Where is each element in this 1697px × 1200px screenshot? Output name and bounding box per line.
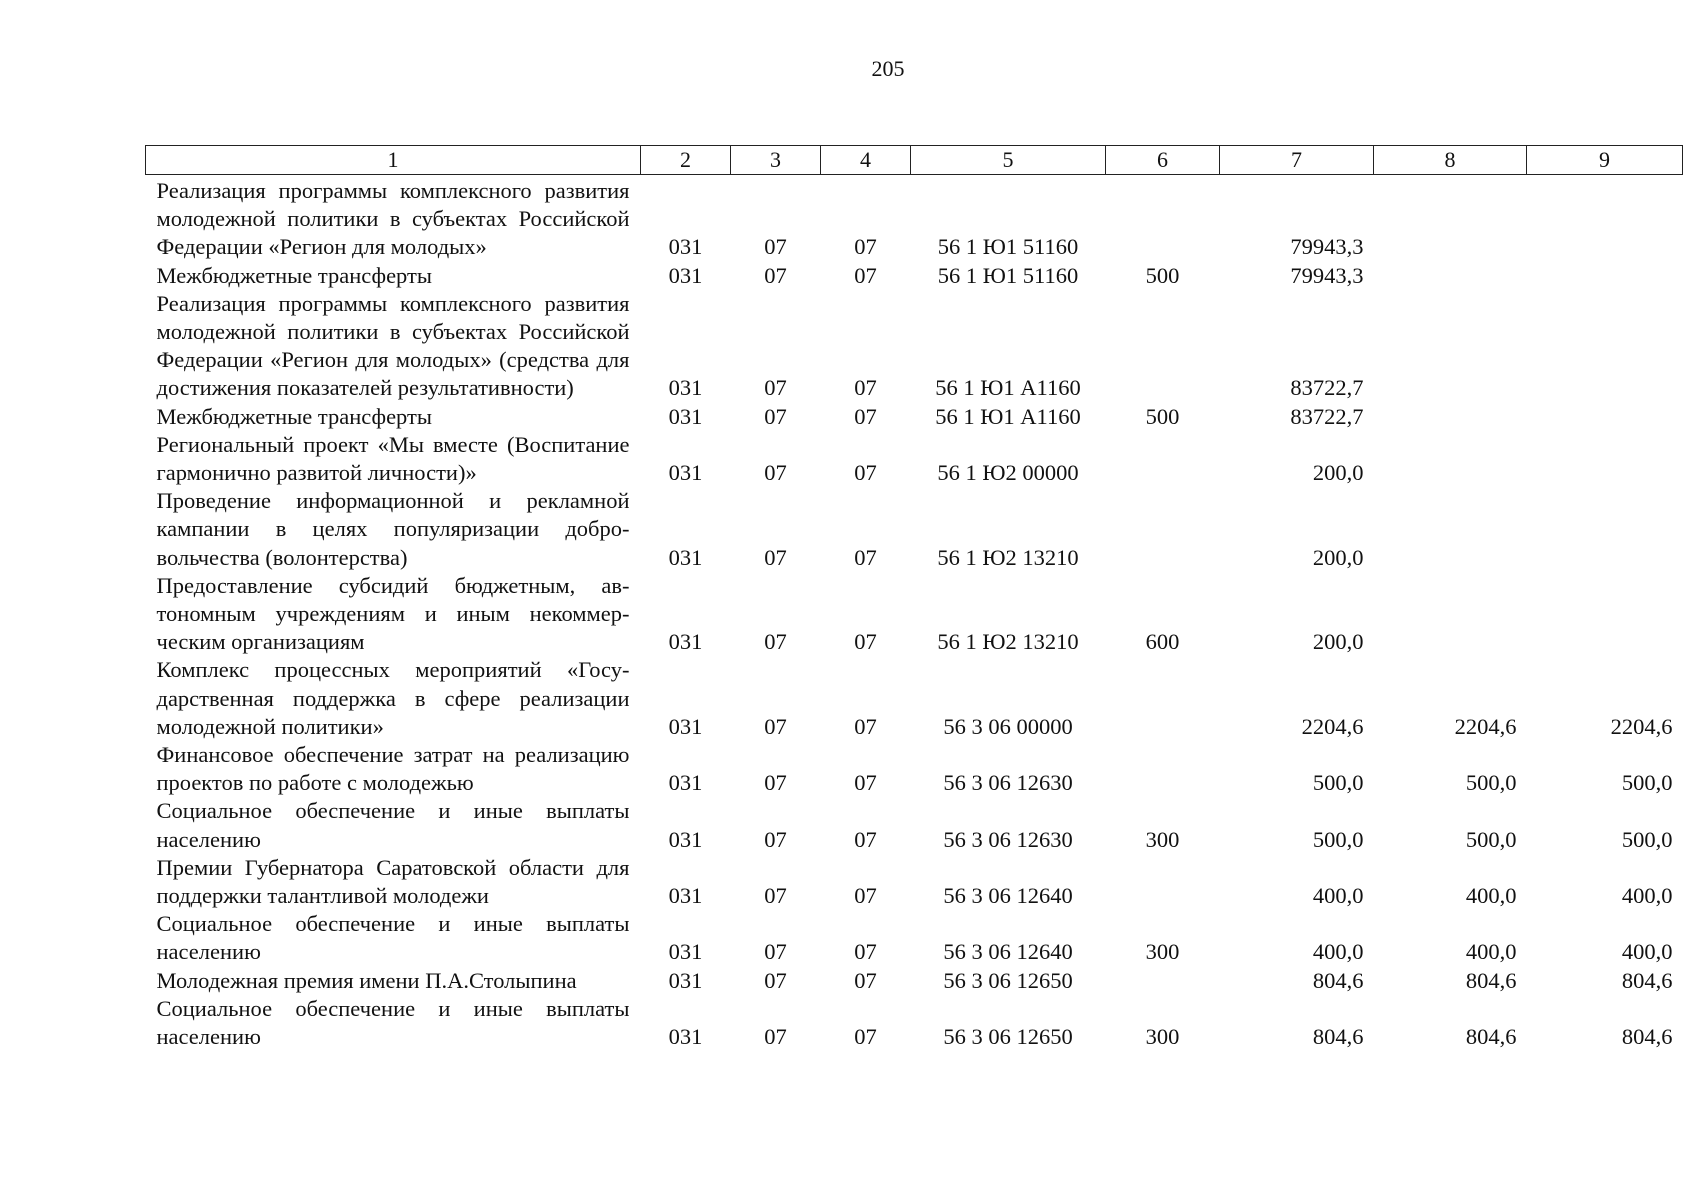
row-name: Реализация программы комплексного развития молодежной политики в субъектах Российской Федерации «Регион для молодых»	[156, 178, 630, 260]
row-name: Социальное обеспечение и иные выплаты населению	[156, 995, 630, 1050]
table-body	[146, 175, 1683, 1052]
subsection-code: 07	[854, 403, 877, 429]
ministry-code: 031	[668, 262, 703, 288]
page-number: 205	[871, 56, 905, 81]
expense-type-code	[1106, 290, 1220, 403]
subsection-code: 07	[854, 826, 877, 852]
ministry-code: 031	[668, 770, 703, 796]
row-name: Межбюджетные трансферты	[156, 262, 432, 288]
header-col-4: 4	[821, 146, 911, 175]
table-row	[146, 995, 1683, 1051]
amount-col-7: 200,0	[1312, 629, 1364, 655]
expense-type-code: 300	[1145, 826, 1180, 852]
expense-type-code	[1106, 854, 1220, 910]
row-name: Социальное обеспечение и иные выплаты населению	[156, 911, 630, 965]
expense-type-code	[1106, 175, 1220, 262]
amount-col-7: 79943,3	[1290, 234, 1364, 260]
target-article-code: 56 1 Ю2 00000	[937, 460, 1079, 486]
amount-col-8: 400,0	[1465, 939, 1517, 965]
table-row	[146, 487, 1683, 572]
section-code: 07	[764, 826, 787, 852]
expense-type-code	[1106, 656, 1220, 741]
amount-col-8: 804,6	[1465, 967, 1517, 993]
target-article-code: 56 1 Ю1 51160	[937, 234, 1079, 260]
ministry-code: 031	[668, 883, 703, 909]
target-article-code: 56 3 06 12640	[943, 883, 1073, 909]
header-col-2: 2	[641, 146, 731, 175]
amount-col-8	[1374, 431, 1527, 487]
expense-type-code	[1106, 431, 1220, 487]
expense-type-code	[1106, 487, 1220, 572]
amount-col-9: 400,0	[1621, 883, 1673, 909]
target-article-code: 56 3 06 12630	[943, 826, 1073, 852]
section-code: 07	[764, 883, 787, 909]
amount-col-9: 804,6	[1621, 1024, 1673, 1050]
table-row	[146, 854, 1683, 910]
row-name: Региональный проект «Мы вместе (Воспитание гармонично развитой личности)»	[156, 431, 630, 486]
section-code: 07	[764, 770, 787, 796]
row-name: Молодежная премия имени П.А.Столыпина	[156, 967, 577, 993]
table-row	[146, 403, 1683, 431]
amount-col-8: 804,6	[1465, 1024, 1517, 1050]
amount-col-8	[1374, 403, 1527, 431]
subsection-code: 07	[854, 629, 877, 655]
amount-col-8: 2204,6	[1454, 713, 1517, 739]
header-col-9: 9	[1527, 146, 1683, 175]
section-code: 07	[764, 967, 787, 993]
amount-col-8: 500,0	[1465, 826, 1517, 852]
section-code: 07	[764, 939, 787, 965]
target-article-code: 56 1 Ю1 А1160	[935, 375, 1081, 401]
amount-col-9	[1527, 175, 1683, 262]
expense-type-code: 300	[1145, 1024, 1180, 1050]
table-row	[146, 741, 1683, 797]
row-name: Социальное обеспечение и иные выплаты населению	[156, 798, 630, 852]
ministry-code: 031	[668, 1024, 703, 1050]
header-col-6: 6	[1106, 146, 1220, 175]
table-row	[146, 262, 1683, 290]
row-name: Реализация программы комплексного развития молодежной политики в субъектах Российской Федерации «Регион для молодых» (средства для достижения показателей результативности)	[156, 290, 630, 401]
amount-col-9	[1527, 572, 1683, 657]
section-code: 07	[764, 375, 787, 401]
subsection-code: 07	[854, 713, 877, 739]
row-name: Финансовое обеспечение затрат на реализацию проектов по работе с молодежью	[156, 742, 630, 796]
header-col-8: 8	[1374, 146, 1527, 175]
section-code: 07	[764, 1024, 787, 1050]
section-code: 07	[764, 262, 787, 288]
amount-col-9: 500,0	[1621, 826, 1673, 852]
amount-col-9	[1527, 262, 1683, 290]
amount-col-7: 804,6	[1312, 967, 1364, 993]
section-code: 07	[764, 713, 787, 739]
table-row	[146, 910, 1683, 966]
target-article-code: 56 1 Ю1 51160	[937, 262, 1079, 288]
amount-col-8	[1374, 175, 1527, 262]
ministry-code: 031	[668, 967, 703, 993]
section-code: 07	[764, 544, 787, 570]
target-article-code: 56 3 06 12650	[943, 967, 1073, 993]
target-article-code: 56 1 Ю1 А1160	[935, 403, 1081, 429]
ministry-code: 031	[668, 713, 703, 739]
section-code: 07	[764, 629, 787, 655]
subsection-code: 07	[854, 967, 877, 993]
table-row	[146, 572, 1683, 657]
subsection-code: 07	[854, 939, 877, 965]
header-col-5: 5	[911, 146, 1106, 175]
row-name: Премии Губернатора Саратовской области для поддержки талантливой молодежи	[156, 854, 630, 909]
amount-col-8	[1374, 290, 1527, 403]
amount-col-7: 400,0	[1312, 939, 1364, 965]
amount-col-9	[1527, 431, 1683, 487]
expense-type-code: 300	[1145, 939, 1180, 965]
target-article-code: 56 3 06 00000	[943, 713, 1073, 739]
header-col-1: 1	[146, 146, 641, 175]
table-header	[146, 146, 1683, 175]
amount-col-7: 200,0	[1312, 460, 1364, 486]
ministry-code: 031	[668, 826, 703, 852]
table-row	[146, 175, 1683, 262]
target-article-code: 56 3 06 12640	[943, 939, 1073, 965]
row-name: Межбюджетные трансферты	[156, 403, 432, 429]
ministry-code: 031	[668, 403, 703, 429]
amount-col-9	[1527, 403, 1683, 431]
amount-col-7: 83722,7	[1290, 403, 1364, 429]
amount-col-8	[1374, 487, 1527, 572]
subsection-code: 07	[854, 883, 877, 909]
amount-col-7: 400,0	[1312, 883, 1364, 909]
header-row	[146, 146, 1683, 175]
amount-col-7: 83722,7	[1290, 375, 1364, 401]
amount-col-9: 2204,6	[1610, 713, 1673, 739]
target-article-code: 56 1 Ю2 13210	[937, 629, 1079, 655]
table-row	[146, 656, 1683, 741]
target-article-code: 56 3 06 12650	[943, 1024, 1073, 1050]
row-name: Предоставление субсидий бюджетным, автономным учреждениям и иным некоммерческим организациям	[156, 572, 630, 655]
budget-table	[145, 145, 1683, 1051]
ministry-code: 031	[668, 460, 703, 486]
amount-col-8	[1374, 572, 1527, 657]
ministry-code: 031	[668, 234, 703, 260]
subsection-code: 07	[854, 262, 877, 288]
amount-col-9: 500,0	[1621, 770, 1673, 796]
amount-col-8: 500,0	[1465, 770, 1517, 796]
row-name: Проведение информационной и рекламной кампании в целях популяризации добровольчества (волонтерства)	[156, 488, 630, 570]
target-article-code: 56 1 Ю2 13210	[937, 544, 1079, 570]
amount-col-7: 200,0	[1312, 544, 1364, 570]
ministry-code: 031	[668, 629, 703, 655]
subsection-code: 07	[854, 544, 877, 570]
expense-type-code	[1106, 741, 1220, 797]
table-row	[146, 431, 1683, 487]
subsection-code: 07	[854, 234, 877, 260]
section-code: 07	[764, 403, 787, 429]
amount-col-7: 2204,6	[1301, 713, 1364, 739]
amount-col-8	[1374, 262, 1527, 290]
expense-type-code: 600	[1145, 629, 1180, 655]
section-code: 07	[764, 234, 787, 260]
section-code: 07	[764, 460, 787, 486]
header-col-3: 3	[731, 146, 821, 175]
expense-type-code: 500	[1145, 403, 1180, 429]
amount-col-7: 79943,3	[1290, 262, 1364, 288]
amount-col-7: 500,0	[1312, 770, 1364, 796]
expense-type-code: 500	[1145, 262, 1180, 288]
amount-col-7: 500,0	[1312, 826, 1364, 852]
amount-col-7: 804,6	[1312, 1024, 1364, 1050]
header-col-7: 7	[1220, 146, 1374, 175]
subsection-code: 07	[854, 460, 877, 486]
subsection-code: 07	[854, 770, 877, 796]
target-article-code: 56 3 06 12630	[943, 770, 1073, 796]
table-row	[146, 797, 1683, 853]
amount-col-9: 804,6	[1621, 967, 1673, 993]
subsection-code: 07	[854, 375, 877, 401]
ministry-code: 031	[668, 939, 703, 965]
ministry-code: 031	[668, 375, 703, 401]
amount-col-9	[1527, 290, 1683, 403]
ministry-code: 031	[668, 544, 703, 570]
expense-type-code	[1106, 967, 1220, 995]
table-row	[146, 967, 1683, 995]
subsection-code: 07	[854, 1024, 877, 1050]
row-name: Комплекс процессных мероприятий «Государственная поддержка в сфере реализации молодежной политики»	[156, 657, 630, 739]
amount-col-9: 400,0	[1621, 939, 1673, 965]
amount-col-8: 400,0	[1465, 883, 1517, 909]
table-row	[146, 290, 1683, 403]
amount-col-9	[1527, 487, 1683, 572]
